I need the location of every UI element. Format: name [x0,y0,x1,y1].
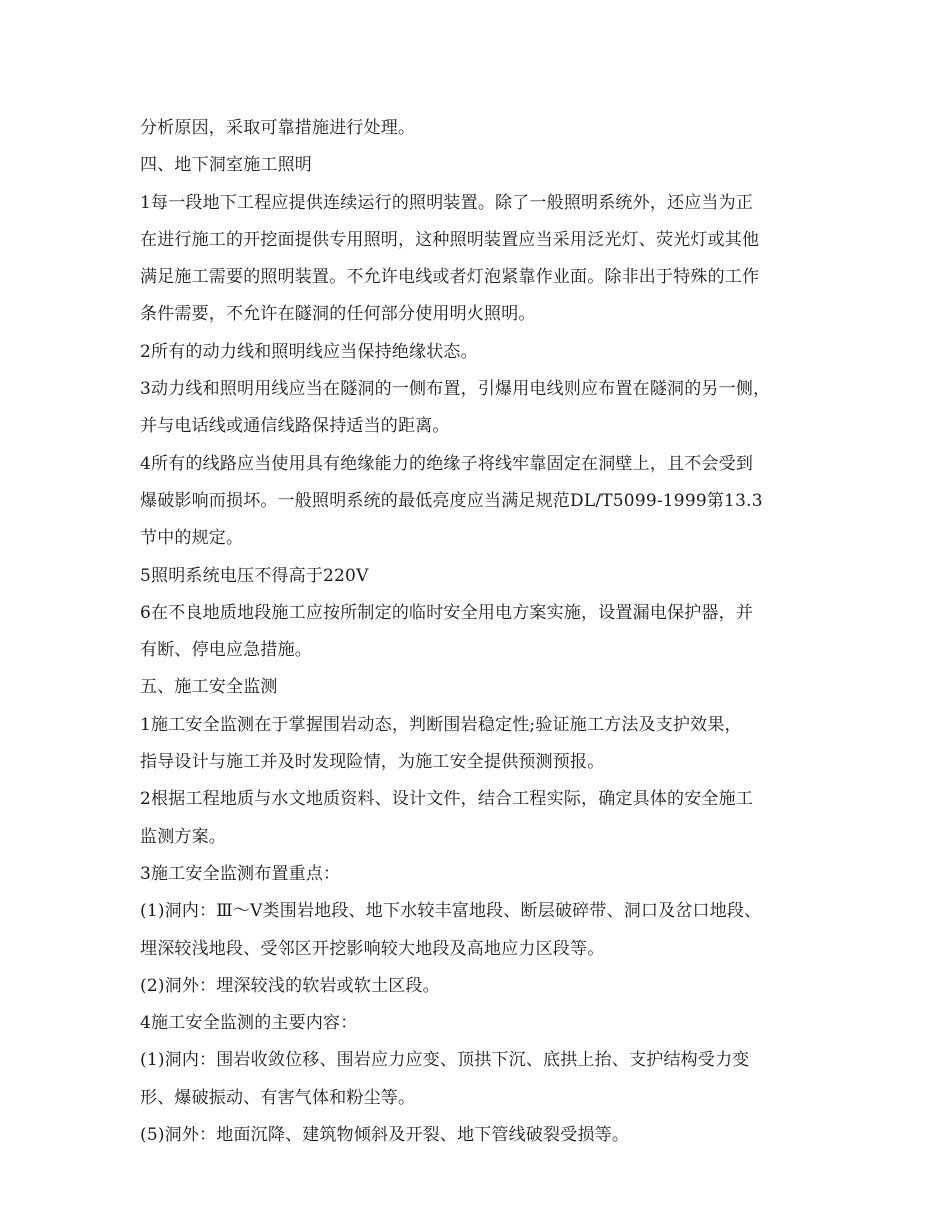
section-heading: 五、施工安全监测 [140,677,278,698]
text-line: 2所有的动力线和照明线应当保持绝缘状态。 [140,341,478,362]
text-line: 4施工安全监测的主要内容： [140,1013,358,1034]
text-line: 指导设计与施工并及时发现险情，为施工安全提供预测预报。 [140,752,605,773]
text-line: 爆破影响而损坏。一般照明系统的最低亮度应当满足规范DL/T5099-1999第13.3 [140,490,763,511]
section-heading: 四、地下洞室施工照明 [140,155,312,176]
text-line: 6在不良地质地段施工应按所制定的临时安全用电方案实施，设置漏电保护器，并 [140,602,754,623]
text-line: (2)洞外：埋深较浅的软岩或软土区段。 [140,975,440,996]
text-line: 形、爆破振动、有害气体和粉尘等。 [140,1087,416,1108]
text-line: 埋深较浅地段、受邻区开挖影响较大地段及高地应力区段等。 [140,938,605,959]
text-line: 满足施工需要的照明装置。不允许电线或者灯泡紧靠作业面。除非出于特殊的工作 [140,267,760,288]
text-line: 3施工安全监测布置重点： [140,863,341,884]
text-line: 3动力线和照明用线应当在隧洞的一侧布置，引爆用电线则应布置在隧洞的另一侧， [140,379,771,400]
text-line: (5)洞外：地面沉降、建筑物倾斜及开裂、地下管线破裂受损等。 [140,1125,630,1146]
text-line: 5照明系统电压不得高于220V [140,565,369,586]
text-line: (1)洞内：Ⅲ～Ⅴ类围岩地段、地下水较丰富地段、断层破碎带、洞口及岔口地段、 [140,901,762,922]
text-line: 2根据工程地质与水文地质资料、设计文件，结合工程实际，确定具体的安全施工 [140,789,754,810]
text-line: 并与电话线或通信线路保持适当的距离。 [140,416,450,437]
text-line: 条件需要，不允许在隧洞的任何部分使用明火照明。 [140,304,536,325]
text-line: 有断、停电应急措施。 [140,640,312,661]
text-line: 1施工安全监测在于掌握围岩动态，判断围岩稳定性;验证施工方法及支护效果， [140,714,742,735]
text-line: 节中的规定。 [140,528,244,549]
text-line: 1每一段地下工程应提供连续运行的照明装置。除了一般照明系统外，还应当为正 [140,192,754,213]
text-line: (1)洞内：围岩收敛位移、围岩应力应变、顶拱下沉、底拱上抬、支护结构受力变 [140,1050,750,1071]
text-line: 监测方案。 [140,826,226,847]
document-body [140,110,830,1154]
text-line: 4所有的线路应当使用具有绝缘能力的绝缘子将线牢靠固定在洞壁上，且不会受到 [140,453,754,474]
text-line: 分析原因，采取可靠措施进行处理。 [140,118,416,138]
text-line: 在进行施工的开挖面提供专用照明，这种照明装置应当采用泛光灯、荧光灯或其他 [140,229,760,250]
